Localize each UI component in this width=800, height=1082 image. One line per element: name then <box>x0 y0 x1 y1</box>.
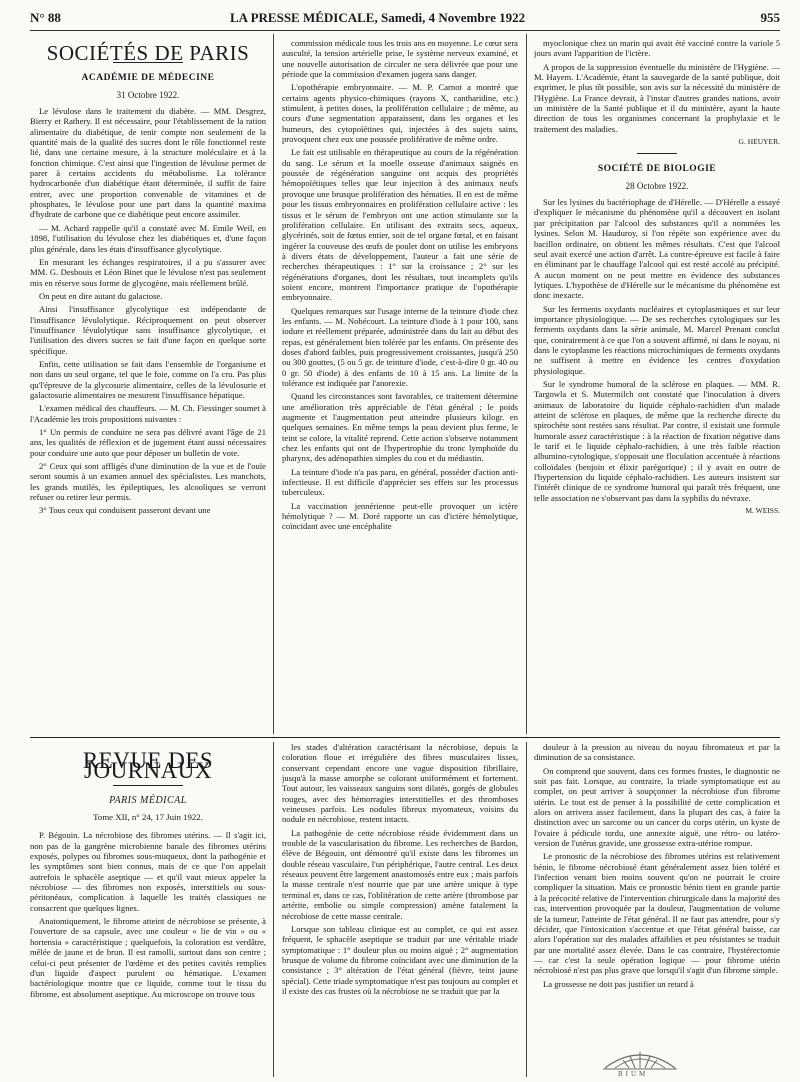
review-column-2 <box>282 742 518 1078</box>
article-paragraph: P. Bégouin. La nécrobiose des fibromes utérins. — Il s'agit ici, non pas de la gangrène microbienne banale des fibromes utérins exposés, polypes ou fibromes sous-muqueux, dont la pathogénie et les symptômes sont bien connus, mais de ce que l'on appelait autrefois le sphacèle aseptique — et qu'il vaut mieux appeler la nécrobiose — des fibromes non exposés, interstitiels ou sous-péritonéaux, complication à laquelle les traités classiques ne consacrent que quelques lignes. <box>30 830 266 913</box>
article-paragraph: 1° Un permis de conduire ne sera pas délivré avant l'âge de 21 ans, les qualités de réflexion et de jugement étant aussi nécessaires pour conduire une auto que pour déposer un bulletin de vote. <box>30 427 266 458</box>
column-2 <box>282 38 518 734</box>
article-paragraph: A propos de la suppression éventuelle du ministère de l'Hygiène. — M. Hayem. L'Académie, étant la sauvegarde de la santé publique, doit exprimer, le plus tôt possible, son avis sur la nécessité du ministère de l'Hygiène. La France devrait, à l'instar d'autres grandes nations, avoir un ministère de la Santé publique et il du ministère, ayant la haute direction de tous les organismes concernant la prophylaxie et le traitement des maladies. <box>534 61 780 134</box>
column-divider <box>526 742 527 1077</box>
article-paragraph: On comprend que souvent, dans ces formes frustes, le diagnostic ne soit pas fait. Lorsque, au contraire, la triade symptomatique est au complet, on peut arriver à soupçonner la nécrobiose d'un fibrome utérin. Le tout est de penser à la possibilité de cette complication et alors on arrivera assez facilement, dans la plupart des cas, à faire la distinction avec un sarcome ou un cancer du corps utérin, un kyste de l'ovaire à pédicule tordu, une annexite aiguë, une rétro- ou latéro-version de l'utérus gravide, une grossesse extra-utérine rompue. <box>534 765 780 849</box>
article-paragraph: commission médicale tous les trois ans en moyenne. Le cœur sera ausculté, la tension artérielle prise, le système nerveux examiné, et une nouvelle autorisation de circuler ne sera délivrée que pour une période que la commission d'examen jugera sans danger. <box>282 38 518 80</box>
article-paragraph: Quelques remarques sur l'usage interne de la teinture d'iode chez les enfants. — M. Nobécourt. La teinture d'iode à 1 pour 100, sans iodure et réellement préparée, administrée dans du lait au début des repas, est généralement bien tolérée par les enfants. On présente des doses d'abord faibles, puis progressivement croissantes, jusqu'à 250 ou 300 gouttes, (5 ou 5 gr. de teinture d'iode, c'est-à-dire 0 gr. 40 ou 0 gr. 50 d'iode) à des enfants de 10 à 15 ans. La limite de la tolérance est indiquée par l'anorexie. <box>282 305 518 388</box>
article-paragraph: On peut en dire autant du galactose. <box>39 290 163 301</box>
article-paragraph: 2° Ceux qui sont affligés d'une diminution de la vue et de l'ouïe seront soumis à un examen annuel des spécialistes. Les manchots, les grands mutilés, les épileptiques, les alcooliques se verront refuser ou retirer leur permis. <box>30 461 266 503</box>
article-paragraph: Sur les lysines du bactériophage de d'Hérelle. — D'Hérelle a essayé d'expliquer le mécanisme du phénomène qu'il a découvert en isolant par précipitation par l'alcool des substances qu'il a nommées les lysines. Selon M. Hauduroy, si l'on répète son expérience avec du bacillon ordinaire, on obtient les mêmes résultats. C'est que l'alcool seul avait exercé une action d'arrêt. La contre-épreuve est facile à faire en éliminant par le chauffage l'alcool qui est resté accolé au précipité. A aucun moment on ne peut mettre en évidence des substances lytiques. L'hypothèse de d'Hérelle sur le mécanisme du phénomène est donc inexacte. <box>534 197 780 301</box>
article-paragraph: douleur à la pression au niveau du noyau fibromateux et par la diminution de sa consistance. <box>534 742 780 763</box>
journal-title: LA PRESSE MÉDICALE, Samedi, 4 Novembre 1922 <box>230 10 526 25</box>
section-divider <box>30 737 780 738</box>
article-paragraph: La teinture d'iode n'a pas paru, en général, posséder d'action anti-infectieuse. Il est difficile d'apprécier ses effets sur les processus tuberculeux. <box>282 466 518 498</box>
issue-number: N° 88 <box>30 10 61 25</box>
society-name: SOCIÉTÉ DE BIOLOGIE <box>597 164 717 175</box>
session-date: 28 Octobre 1922. <box>625 180 689 191</box>
section-title: SOCIÉTÉS DE PARIS <box>46 41 250 65</box>
title-rule <box>637 153 677 154</box>
reviewed-journal: PARIS MÉDICAL <box>109 794 187 806</box>
journal-issue: Tome XII, n° 24, 17 Juin 1922. <box>93 812 203 823</box>
article-paragraph: Ainsi l'insuffisance glycolytique est indépendante de l'insuffisance lévulolytique. Réciproquement on peut observer l'insuffisance lévulolytique sans insuffisance glycolytique, et l'utilisation des divers sucres se fait d'une façon en quelque sorte spécifique. <box>30 304 266 356</box>
column-divider <box>526 34 527 734</box>
article-paragraph: En mesurant les échanges respiratoires, il a pu s'assurer avec MM. G. Desbouis et Léon Binet que le lévulose n'est pas seulement mis en réserve sous forme de glycogène, mais réellement brûlé. <box>30 256 266 288</box>
article-paragraph: les stades d'altération caractérisant la nécrobiose, depuis la coloration floue et irrégulière des fibres musculaires lisses, conservant cependant encore une vague disposition fibrillaire, jusqu'à la masse amorphe se colorant uniformément et fortement. Tout autour, les vaisseaux sanguins sont dilatés, gorgés de globules rouges, avec des hémorragies interstitielles et des thromboses veineuses parfois. Les nodules fibreux myomateux, voisins du nodule en nécrobiose, restent intacts. <box>282 742 518 825</box>
article-paragraph: Quand les circonstances sont favorables, ce traitement détermine une amélioration très appréciable de l'état général ; le poids augmente et l'augmentation peut atteindre plusieurs kilogr. en quelques semaines. En même temps la peau devient plus ferme, le teint se colore, la vitalité reprend. Cette action s'observe notamment chez les enfants qui ont de l'hypertrophie du tronc lymphoïde du pharynx, des adénopathies simples du cou et du médiastin. <box>282 391 518 464</box>
article-paragraph: La grossesse ne doit pas justifier un retard à <box>543 978 694 989</box>
article-paragraph: Le lévulose dans le traitement du diabète. — MM. Desgrez, Bierry et Rathery. Il est nécessaire, pour l'établissement de la ration alimentaire du diabétique, de tenir compte non seulement de la quantité mais de la qualité des sucres dont le rôle fonctionnel reste lié, dans une certaine mesure, à la structure moléculaire et à la fonction chimique. C'est ainsi que l'ingestion de lévulose permet de parer à certains accidents du métabolisme. La tolérance hydrocarbonée d'un diabétique étant déterminée, il suffit de faire entrer, avec une proportion convenable de vitamines et de phosphates, le lévulose pour une part dans la quantité maxima d'hydrate de carbone que ce diabétique peut encore assimiler. <box>30 106 266 220</box>
article-paragraph: Sur les ferments oxydants nucléaires et cytoplasmiques et sur leur importance physiologique. — De ses recherches cytologiques sur les ferments oxydants dans la série animale, M. Marcel Prenant conclut que, contrairement à ce que l'on a souvent affirmé, ni dans le noyau, ni dans le cytoplasme les réactions microchimiques de ferments oxydants ne suffisent à mettre en évidence les centres d'oxydation physiologique. <box>534 303 780 376</box>
column-3 <box>534 38 780 734</box>
title-rule <box>113 785 183 786</box>
article-paragraph: L'opothérapie embryonnaire. — M. P. Carnot a montré que certains agents physico-chimiques (rayons X, cantharidine, etc.) stimulent, à petites doses, la prolifération cellulaire ; de même, au cours d'une segmentation apparaissent, dans les organes et les humeurs, des cytopoïétines qui, injectées à des sujets sains, provoquent chez eux une poussée proliférative de même ordre. <box>282 82 518 145</box>
article-paragraph: Lorsque son tableau clinique est au complet, ce qui est assez fréquent, le sphacèle aseptique se traduit par une véritable triade symptomatique : 1° douleur plus ou moins aiguë ; 2° augmentation brusque de volume du fibrome coïncidant avec une diminution de la consistance ; 3° altération de l'état général (fièvre, teint jaune spécial). Cette triade symptomatique n'est pas toujours au complet et il existe des cas frustes où la nécrobiose ne se traduit que par la <box>282 923 518 996</box>
society-name: ACADÉMIE DE MÉDECINE <box>81 73 215 84</box>
article-paragraph: La pathogénie de cette nécrobiose réside évidemment dans un trouble de la vascularisation du fibrome. Les recherches de Bardon, élève de Bégouin, ont démontré qu'il existe dans les fibromes un double réseau vasculaire, l'un périphérique, l'autre central. Les deux réseaux peuvent être largement anastomosés entre eux ; mais parfois la masse centrale n'est nourrie que par une artère unique à type terminal et, dans ce cas, l'oblitération de cette artère (thrombose par artérite, embolie ou simple compression) amène fatalement la nécrobiose de cette masse centrale. <box>282 827 518 921</box>
section-title: REVUE DES JOURNAUX <box>82 748 214 784</box>
author-signature: M. WEISS. <box>745 506 780 516</box>
running-header <box>30 8 780 31</box>
article-paragraph: myoclonique chez un marin qui avait été vacciné contre la variole 5 jours avant l'apparition de l'ictère. <box>534 38 780 59</box>
article-paragraph: Enfin, cette utilisation se fait dans l'ensemble de l'organisme et non dans un seul organe, tel que le foie, comme on l'a cru. Pas plus qu'l'épreuve de la glycosurie alimentaire, celles de la lévulosurie et galactosurie alimentaires ne mesurent l'insuffisance hépatique. <box>30 358 266 400</box>
column-divider <box>273 34 274 734</box>
session-date: 31 Octobre 1922. <box>116 89 180 100</box>
column-1 <box>30 38 266 734</box>
article-paragraph: 3° Tous ceux qui conduisent passeront devant une <box>39 505 211 516</box>
article-paragraph: La vaccination jennérienne peut-elle provoquer un ictère hémolytique ? — M. Doré rapporte un cas d'ictère hémolytique, coïncidant avec une encéphalite <box>282 500 518 532</box>
article-paragraph: Le fait est utilisable en thérapeutique au cours de la régénération du sang. Le sérum et la moelle osseuse d'animaux saignés en poussée de régénération sanguine ont acquis des propriétés hémopoïétiques telles que leur injection à des animaux neufs provoque une brusque prolifération des hématies. Il en est de même pour les tissus embryonnaires en prolifération cellulaire active : les tissus et le sérum de l'embryon ont une action stimulante sur la prolifération cellulaire. En utilisant des extraits secs, aqueux, glycérinés, soit de fœtus entier, soit de tel organe fœtal, et en faisant ingérer la couveuse des œufs de poulet dont on utilise les embryons à divers états de développement, l'auteur a fait une série de recherches thérapeutiques : 1° sur la croissance ; 2° sur les régénérations d'organes, dont les résultats, tout incomplets qu'ils soient encore, montrent l'importance pratique de l'opothérapie embryonnaire. <box>282 147 518 303</box>
article-paragraph: Sur le syndrome humoral de la sclérose en plaques. — MM. R. Targowla et S. Mutermilch ont constaté que l'inoculation à divers animaux de laboratoire du liquide céphalo-rachidien d'un malade atteint de sclérose en plaques, de même que la recherche directe du spirochète sont restées sans résultat. Par contre, il existait une formule humorale assez caractéristique : à la réaction de fixation négative dans le tarif et le liquide céphalo-rachidien, à une très faible réaction albumino-cytologique, s'opposait une floculation accentuée à réactions colloïdales (benjoin et élixir parégorique) ; il y avait en outre de l'hypertension du liquide céphalo-rachidien. Les auteurs insistent sur l'intérêt clinique de ce syndrome humoral qui paraît très fréquent, une telle association ne s'observant pas dans la syphilis du névraxe. <box>534 378 780 503</box>
review-column-1 <box>30 742 266 1078</box>
page-number: 955 <box>760 10 780 25</box>
review-column-3 <box>534 742 780 1042</box>
author-signature: G. HEUYER. <box>738 137 780 147</box>
article-paragraph: Anatomiquement, le fibrome atteint de nécrobiose se présente, à l'ouverture de sa capsule, avec une couleur « lie de vin » ou « hortensia » caractéristique ; quelquefois, la coloration est verdâtre, mêlée de jaune et de brun. Il est ramolli, surtout dans son centre ; celui-ci peut présenter de l'œdème et des petites cavités remplies d'un liquide d'aspect purulent ou hématique. L'examen bactériologique montre que ce liquide, comme tout le tissu du fibrome, est absolument aseptique. Au microscope on trouve tous <box>30 916 266 999</box>
article-paragraph: — M. Achard rappelle qu'il a constaté avec M. Emile Weil, en 1898, l'utilisation du lévulose chez les diabétiques et, d'une façon plus générale, dans les états d'insuffisance glycolytique. <box>30 222 266 254</box>
article-paragraph: Le pronostic de la nécrobiose des fibromes utérins est relativement bénin, le fibrome nécrobiosé étant généralement assez bien toléré et l'infection venant bien moins souvent qu'on ne pourrait le croire compliquer la situation. Mais ce pronostic bénin tient en grande partie à la précocité relative de l'intervention chirurgicale dans la majorité des cas, intervention provoquée par la douleur, l'augmentation de volume de la tumeur, l'atteinte de l'état général. Il ne faut pas attendre, pour s'y décider, que l'intoxication s'accentue et que l'état général baisse, car alors l'opération sur des malades affaiblies et peu résistantes se traduit par une mortalité assez élevée. Dans le cas contraire, l'hystérectomie — car c'est la seule opération logique — pour fibrome utérin nécrobiosé n'est pas plus grave que lorsqu'il s'agit d'un fibrome simple. <box>534 851 780 976</box>
article-paragraph: L'examen médical des chauffeurs. — M. Ch. Fiessinger soumet à l'Académie les trois propositions suivantes : <box>30 403 266 424</box>
library-stamp-label: BIUM <box>618 1070 649 1078</box>
column-divider <box>273 742 274 1077</box>
